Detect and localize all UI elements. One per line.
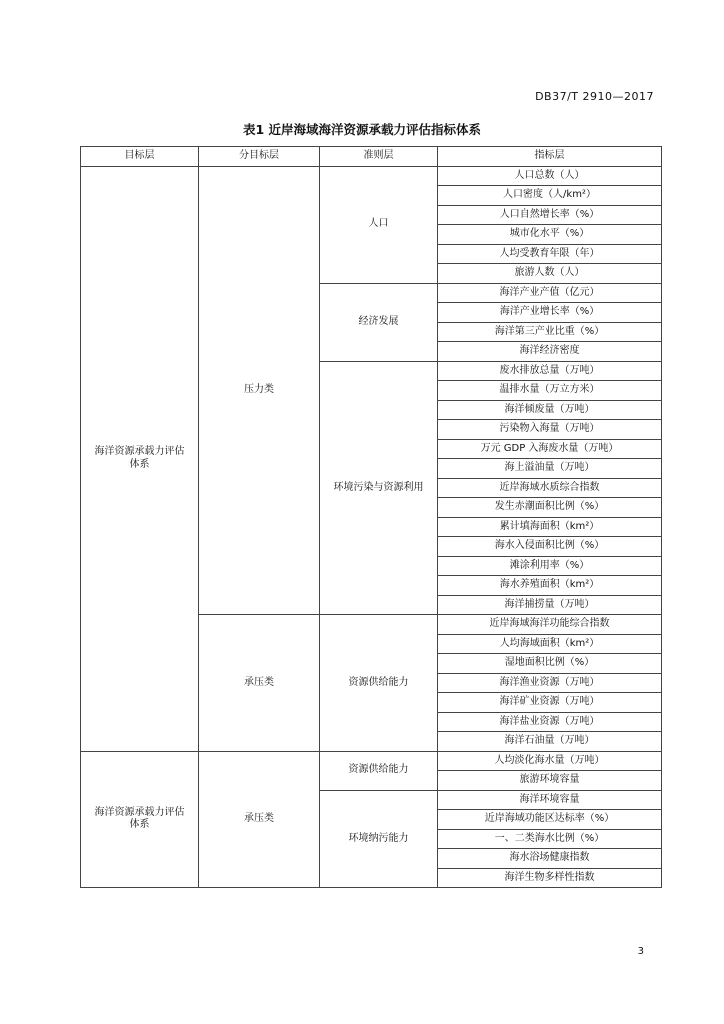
indicator-cell: 发生赤潮面积比例（%） xyxy=(438,498,662,518)
sub-target-cell: 承压类 xyxy=(199,751,320,888)
indicator-cell: 人均海域面积（km²） xyxy=(438,634,662,654)
indicator-cell: 海洋渔业资源（万吨） xyxy=(438,673,662,693)
indicator-cell: 人均淡化海水量（万吨） xyxy=(438,751,662,771)
document-code: DB37/T 2910—2017 xyxy=(535,90,654,103)
column-header: 目标层 xyxy=(81,147,199,167)
indicator-cell: 近岸海域水质综合指数 xyxy=(438,478,662,498)
indicator-cell: 滩涂利用率（%） xyxy=(438,556,662,576)
page-number: 3 xyxy=(637,946,644,957)
table-title: 表1 近岸海域海洋资源承载力评估指标体系 xyxy=(242,122,482,137)
indicator-cell: 海洋产业产值（亿元） xyxy=(438,283,662,303)
sub-target-cell: 压力类 xyxy=(199,166,320,615)
indicator-cell: 人口自然增长率（%） xyxy=(438,205,662,225)
target-layer-cell: 海洋资源承载力评估体系 xyxy=(81,166,199,751)
indicator-cell: 海水养殖面积（km²） xyxy=(438,576,662,596)
table-row xyxy=(81,751,662,771)
sub-target-cell: 承压类 xyxy=(199,615,320,752)
indicator-cell: 一、二类海水比例（%） xyxy=(438,829,662,849)
indicator-cell: 近岸海域海洋功能综合指数 xyxy=(438,615,662,635)
indicator-cell: 海洋第三产业比重（%） xyxy=(438,322,662,342)
indicator-cell: 海洋石油量（万吨） xyxy=(438,732,662,752)
target-layer-cell: 海洋资源承载力评估体系 xyxy=(81,751,199,888)
indicator-cell: 近岸海域功能区达标率（%） xyxy=(438,810,662,830)
indicator-cell: 海洋捕捞量（万吨） xyxy=(438,595,662,615)
indicator-table xyxy=(80,146,662,888)
indicator-cell: 海洋倾废量（万吨） xyxy=(438,400,662,420)
indicator-cell: 旅游环境容量 xyxy=(438,771,662,791)
indicator-cell: 人均受教育年限（年） xyxy=(438,244,662,264)
table-row xyxy=(81,166,662,186)
indicator-cell: 海洋矿业资源（万吨） xyxy=(438,693,662,713)
indicator-cell: 污染物入海量（万吨） xyxy=(438,420,662,440)
table-header-row xyxy=(81,147,662,167)
indicator-cell: 海洋环境容量 xyxy=(438,790,662,810)
column-header: 准则层 xyxy=(320,147,438,167)
criteria-cell: 资源供给能力 xyxy=(320,615,438,752)
indicator-cell: 湿地面积比例（%） xyxy=(438,654,662,674)
criteria-cell: 资源供给能力 xyxy=(320,751,438,790)
criteria-cell: 环境纳污能力 xyxy=(320,790,438,888)
column-header: 指标层 xyxy=(438,147,662,167)
indicator-cell: 累计填海面积（km²） xyxy=(438,517,662,537)
indicator-cell: 万元 GDP 入海废水量（万吨） xyxy=(438,439,662,459)
indicator-cell: 人口总数（人） xyxy=(438,166,662,186)
indicator-cell: 海洋生物多样性指数 xyxy=(438,868,662,888)
indicator-cell: 海水入侵面积比例（%） xyxy=(438,537,662,557)
column-header: 分目标层 xyxy=(199,147,320,167)
criteria-cell: 经济发展 xyxy=(320,283,438,361)
indicator-cell: 旅游人数（人） xyxy=(438,264,662,284)
indicator-cell: 城市化水平（%） xyxy=(438,225,662,245)
indicator-cell: 海洋盐业资源（万吨） xyxy=(438,712,662,732)
table-body xyxy=(81,166,662,888)
criteria-cell: 环境污染与资源利用 xyxy=(320,361,438,615)
indicator-cell: 海洋经济密度 xyxy=(438,342,662,362)
criteria-cell: 人口 xyxy=(320,166,438,283)
indicator-cell: 海水浴场健康指数 xyxy=(438,849,662,869)
indicator-cell: 海上溢油量（万吨） xyxy=(438,459,662,479)
indicator-cell: 废水排放总量（万吨） xyxy=(438,361,662,381)
indicator-cell: 海洋产业增长率（%） xyxy=(438,303,662,323)
indicator-cell: 人口密度（人/km²） xyxy=(438,186,662,206)
indicator-cell: 温排水量（万立方米） xyxy=(438,381,662,401)
